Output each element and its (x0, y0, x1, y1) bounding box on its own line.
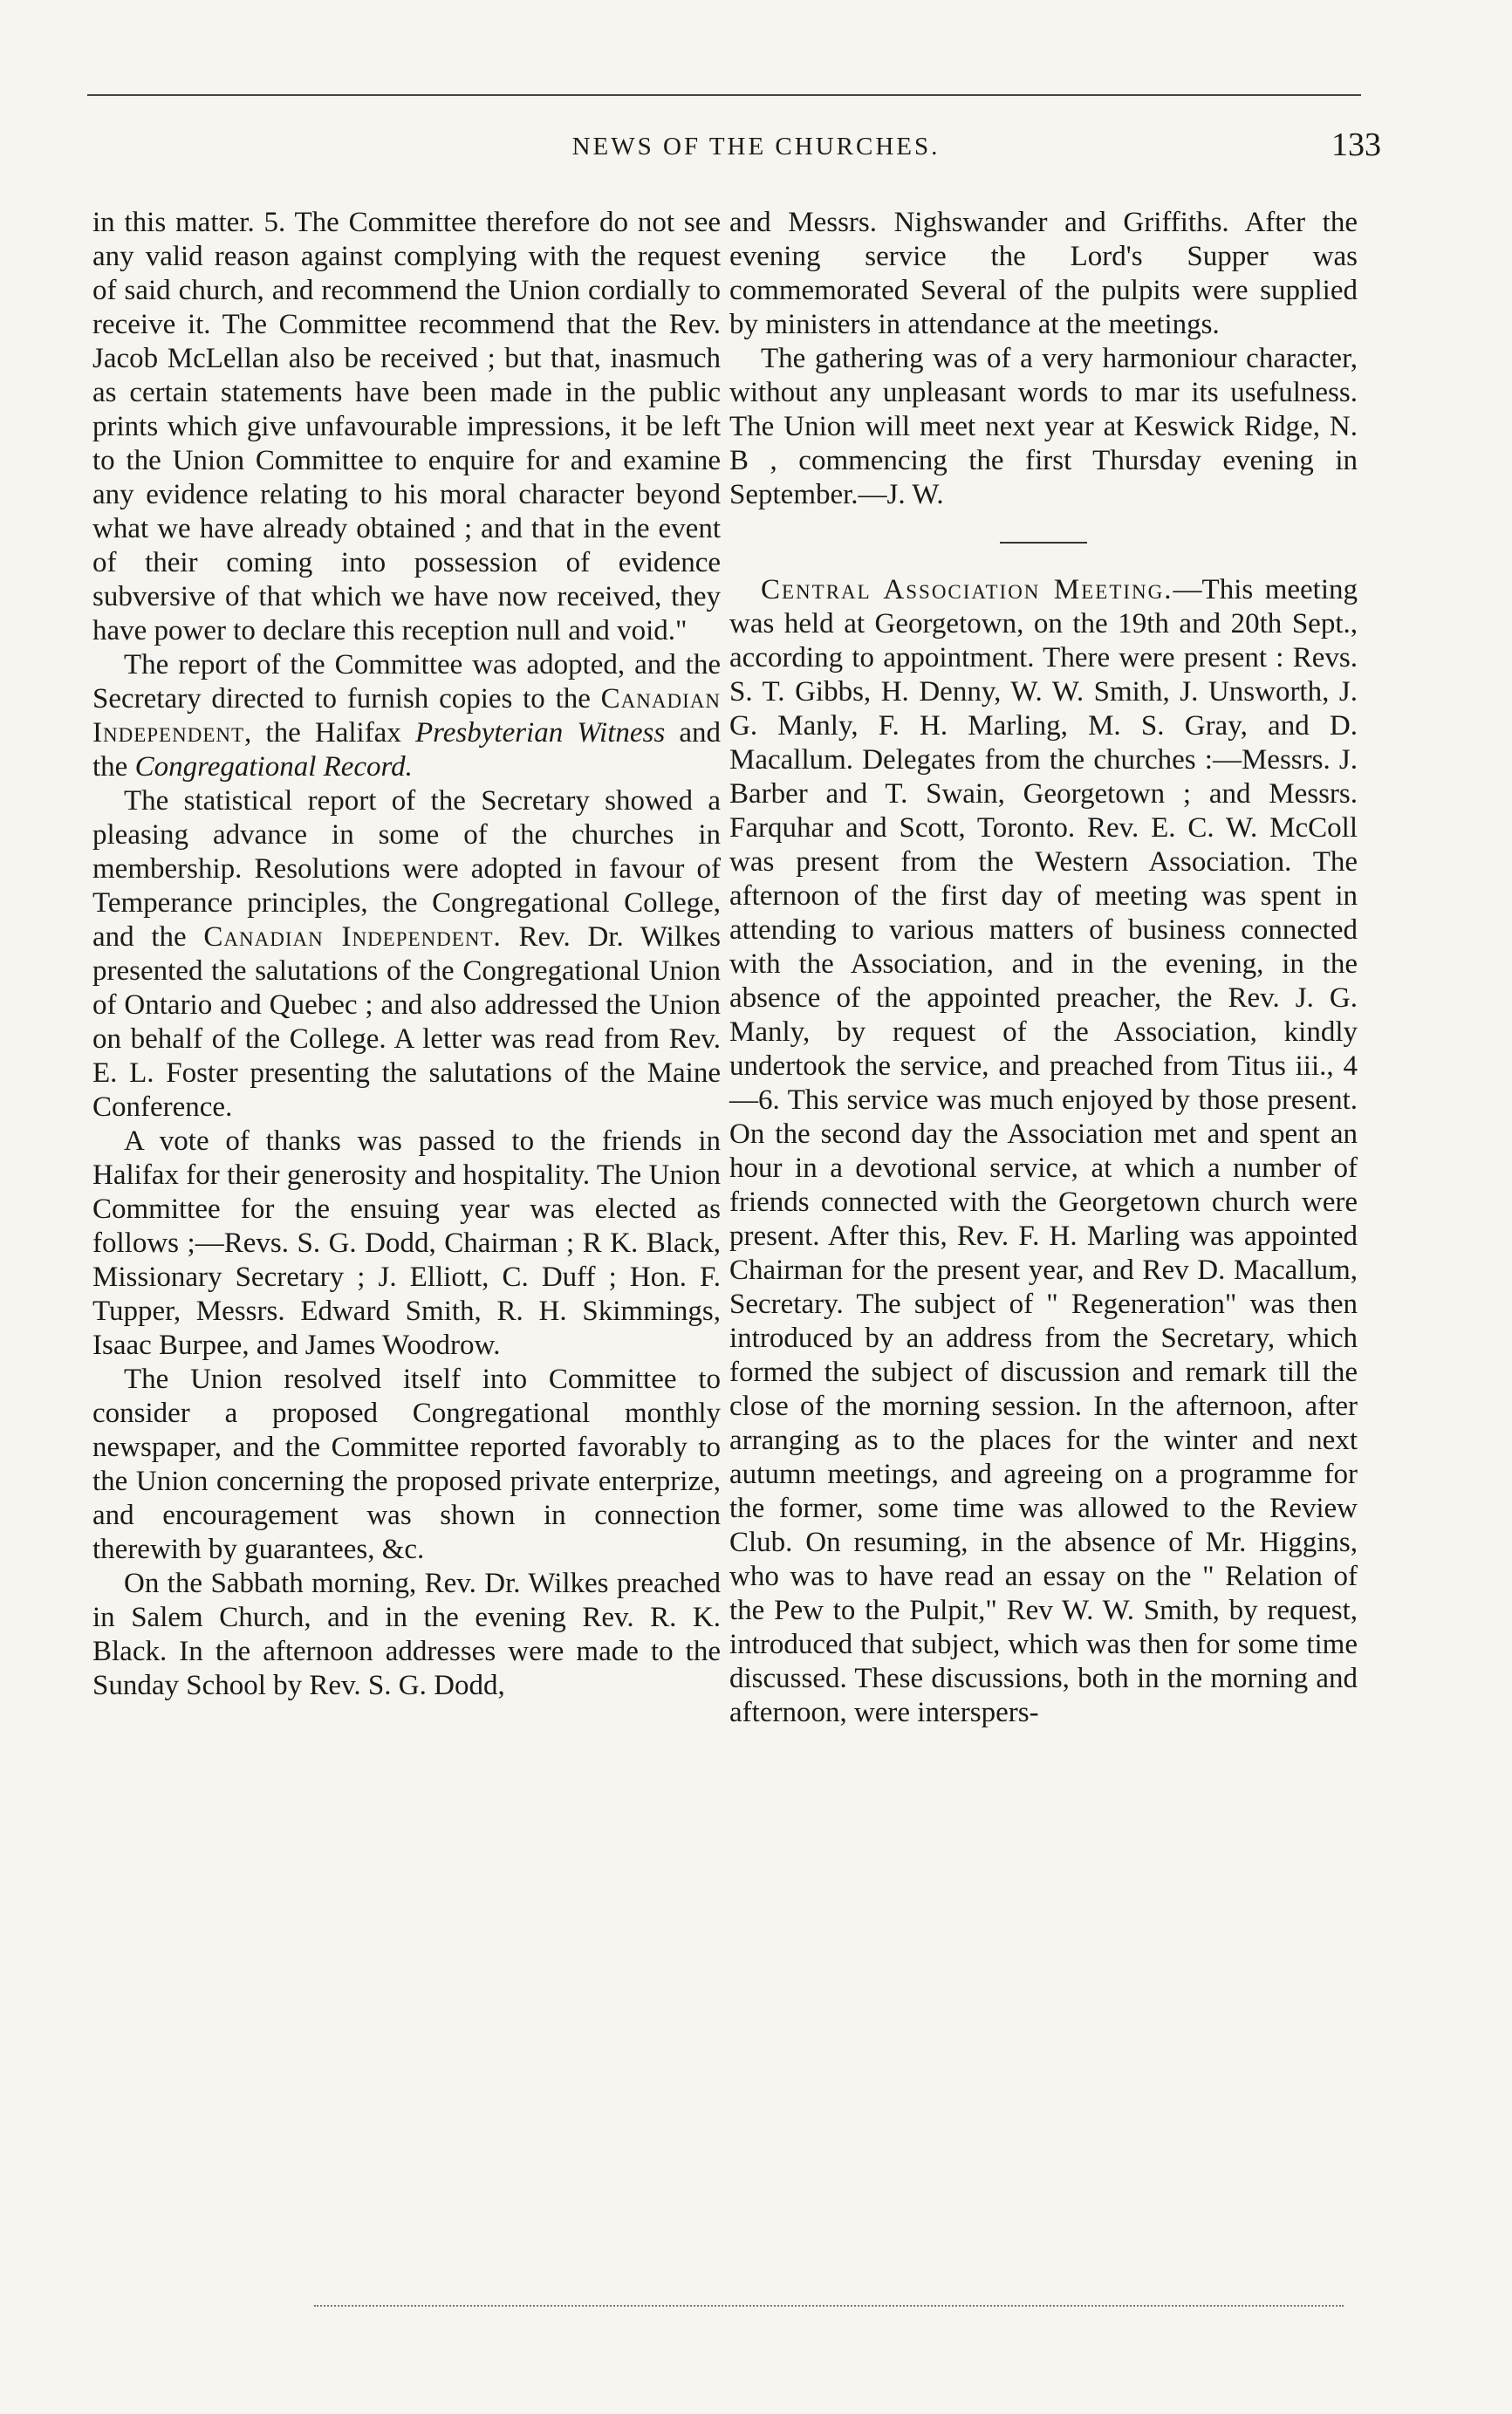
top-rule (87, 94, 1361, 96)
publication-title: Canadian Independent. (203, 921, 502, 953)
paragraph: A vote of thanks was passed to the friends in Halifax for their generosity and hospitality. The Union Committee for the ensuing year was elected as follows ;—Revs. S. G. Dodd, Chairman ; R K. Black, Missionary Secretary ; J. Elliott, C. Duff ; Hon. F. Tupper, Messrs. Edward Smith, R. H. Skimmings, Isaac Burpee, and James Woodrow. (92, 1125, 721, 1361)
publication-title: Canadian Independent (92, 683, 721, 749)
section-heading: Central Association Meeting. (761, 574, 1173, 605)
section-divider (1000, 542, 1087, 544)
text-run: Rev. Dr. Wilkes presented the salutations of the Congregational Union of Ontario and Quebec ; and also addressed the Union on behalf of the College. A letter was read from Rev. E. L. Foster presenting the salutations of the Maine Conference. (92, 921, 722, 1123)
paragraph: The Union resolved itself into Committee to consider a proposed Congregational monthly newspaper, and the Committee reported favorably to the Union concerning the proposed private enterprize, and encouragement was shown in connection therewith by guarantees, &c. (92, 1364, 721, 1565)
text-run: , the Halifax (244, 717, 415, 749)
bottom-rule (314, 2305, 1344, 2307)
paragraph: On the Sabbath morning, Rev. Dr. Wilkes preached in Salem Church, and in the evening Rev. R. K. Black. In the afternoon addresses were made to the Sunday School by Rev. S. G. Dodd, (92, 1568, 721, 1701)
running-head: NEWS OF THE CHURCHES. (571, 133, 941, 161)
text-run: and the (92, 717, 721, 783)
paragraph (729, 573, 1358, 1730)
paragraph: The gathering was of a very harmoniour character, without any unpleasant words to mar its usefulness. The Union will meet next year at Keswick Ridge, N. B , commencing the first Thursday evening in September.—J. W. (729, 343, 1358, 510)
paragraph (92, 784, 721, 1125)
paragraph: and Messrs. Nighswander and Griffiths. After the evening service the Lord's Supper was commemorated Several of the pulpits were supplied by ministers in attendance at the meetings. (729, 207, 1358, 340)
paragraph: in this matter. 5. The Committee therefore do not see any valid reason against complying with the request of said church, and recommend the Union cordially to receive it. The Committee recommend that the Rev. Jacob McLellan also be received ; but that, inasmuch as certain statements have been made in the public prints which give unfavourable impressions, it be left to the Union Committee to enquire for and examine any evidence relating to his moral character beyond what we have already obtained ; and that in the event of their coming into possession of evidence subversive of that which we have now received, they have power to declare this reception null and void." (92, 207, 721, 646)
text-run: —This meeting was held at Georgetown, on the 19th and 20th Sept., according to appointment. There were present : Revs. S. T. Gibbs, H. Denny, W. W. Smith, J. Unsworth, J. G. Manly, F. H. Marling, M. S. Gray, and D. Macallum. Delegates from the churches :—Messrs. J. Barber and T. Swain, Georgetown ; and Messrs. Farquhar and Scott, Toronto. Rev. E. C. W. McColl was present from the Western Association. The afternoon of the first day of meeting was spent in attending to various matters of business connected with the Association, and in the evening, in the absence of the appointed preacher, the Rev. J. G. Manly, by request of the Association, kindly undertook the service, and preached from Titus iii., 4—6. This service was much enjoyed by those present. On the second day the Association met and spent an hour in a devotional service, at which a number of friends connected with the Georgetown church were present. After this, Rev. F. H. Marling was appointed Chairman for the present year, and Rev D. Macallum, Secretary. The subject of " Regeneration" was then introduced by an address from the Secretary, which formed the subject of discussion and remark till the close of the morning session. In the afternoon, after arranging as to the places for the winter and next autumn meetings, and agreeing on a programme for the former, some time was allowed to the Review Club. On resuming, in the absence of Mr. Higgins, who was to have read an essay on the " Relation of the Pew to the Pulpit," Rev W. W. Smith, by request, introduced that subject, which was then for some time discussed. These discussions, both in the morning and afternoon, were interspers- (729, 574, 1358, 1728)
page-number: 133 (1331, 127, 1381, 163)
text-run: The report of the Committee was adopted, and the Secretary directed to furnish copies to the (92, 649, 721, 715)
page-header (0, 129, 1512, 173)
right-column (729, 206, 1358, 1730)
left-column (92, 206, 721, 1703)
publication-title: Congregational Record. (134, 751, 413, 783)
publication-title: Presbyterian Witness (414, 717, 666, 749)
paragraph (92, 648, 721, 784)
text-run: The statistical report of the Secretary showed a pleasing advance in some of the churches in membership. Resolutions were adopted in favour of Temperance principles, the Congregational College, and the (92, 785, 721, 953)
